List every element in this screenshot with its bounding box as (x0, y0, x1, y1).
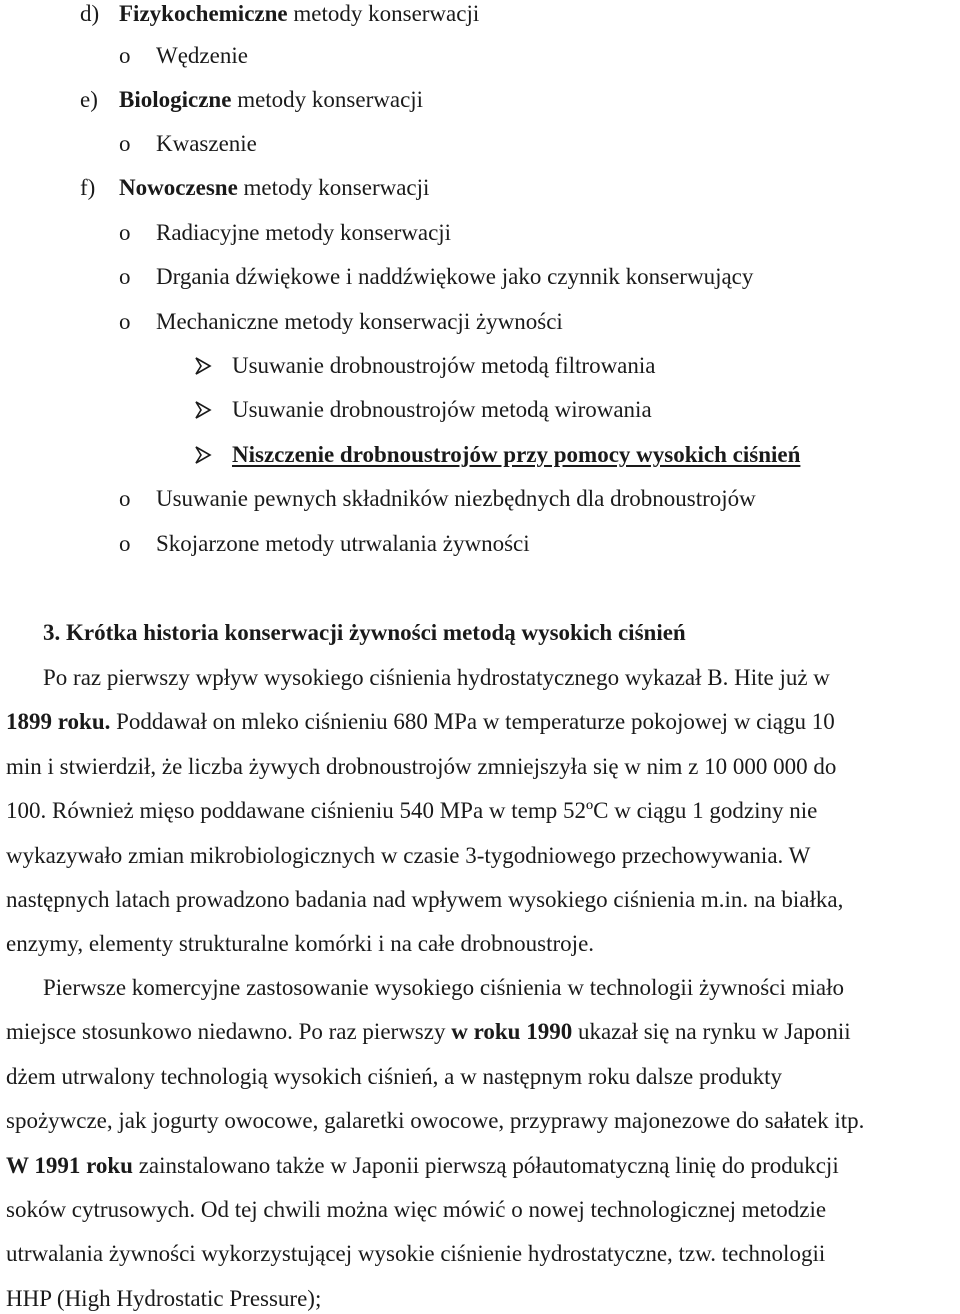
list-marker: e) (80, 87, 98, 112)
list-item: Mechaniczne metody konserwacji żywności (156, 309, 563, 334)
list-item: Drgania dźwiękowe i naddźwiękowe jako czynnik konserwujący (156, 264, 754, 289)
section-heading (43, 619, 686, 647)
bullet-o: o (119, 264, 131, 289)
arrow-bullet-icon (194, 446, 212, 464)
bullet-o: o (119, 531, 131, 556)
list-item (119, 174, 429, 202)
bullet-o: o (119, 309, 131, 334)
bold-text: 1899 roku. (6, 709, 111, 734)
section-number: 3. (43, 620, 61, 645)
text-line: Pierwsze komercyjne zastosowanie wysokiego ciśnienia w technologii żywności miało (43, 975, 844, 1000)
list-item-text: metody konserwacji (231, 87, 424, 112)
bold-text: w roku 1990 (451, 1019, 573, 1044)
arrow-bullet-icon (194, 357, 212, 375)
text-line: dżem utrwalony technologią wysokich ciśnień, a w następnym roku dalsze produkty (6, 1064, 783, 1089)
bullet-o: o (119, 131, 131, 156)
text-line: wykazywało zmian mikrobiologicznych w czasie 3-tygodniowego przechowywania. W (6, 843, 811, 868)
list-item (119, 86, 423, 114)
list-item: Usuwanie drobnoustrojów metodą wirowania (232, 397, 652, 422)
text-line: miejsce stosunkowo niedawno. Po raz pierwszy w roku 1990 ukazał się na rynku w Japonii (6, 1019, 851, 1044)
list-item-bold: Biologiczne (119, 87, 232, 112)
text-line: enzymy, elementy strukturalne komórki i na całe drobnoustroje. (6, 931, 595, 956)
arrow-bullet-icon (194, 401, 212, 419)
text-line: 100. Również mięso poddawane ciśnieniu 540 MPa w temp 52ºC w ciągu 1 godziny nie (6, 798, 818, 823)
bold-text: W 1991 roku (6, 1153, 133, 1178)
text-line: utrwalania żywności wykorzystującej wysokie ciśnienie hydrostatyczne, tzw. technologii (6, 1241, 826, 1266)
bullet-o: o (119, 220, 131, 245)
list-item: Radiacyjne metody konserwacji (156, 220, 452, 245)
list-item: Usuwanie drobnoustrojów metodą filtrowania (232, 353, 656, 378)
text-line: HHP (High Hydrostatic Pressure); (6, 1286, 322, 1311)
text-line: Po raz pierwszy wpływ wysokiego ciśnienia hydrostatycznego wykazał B. Hite już w (43, 665, 830, 690)
list-item (119, 0, 479, 28)
section-title: Krótka historia konserwacji żywności metodą wysokich ciśnień (66, 620, 686, 645)
list-item: Skojarzone metody utrwalania żywności (156, 531, 530, 556)
list-item-bold: Fizykochemiczne (119, 1, 288, 26)
list-marker: d) (80, 1, 100, 26)
list-item-highlighted: Niszczenie drobnoustrojów przy pomocy wysokich ciśnień (232, 442, 801, 467)
text-line: 1899 roku. Poddawał on mleko ciśnieniu 680 MPa w temperaturze pokojowej w ciągu 10 (6, 709, 835, 734)
text-line: soków cytrusowych. Od tej chwili można więc mówić o nowej technologicznej metodzie (6, 1197, 827, 1222)
list-item-text: metody konserwacji (237, 175, 430, 200)
list-item-bold: Nowoczesne (119, 175, 238, 200)
list-item: Wędzenie (156, 43, 248, 68)
text-line: min i stwierdził, że liczba żywych drobnoustrojów zmniejszyła się w nim z 10 000 000 do (6, 754, 837, 779)
text-line: następnych latach prowadzono badania nad wpływem wysokiego ciśnienia m.in. na białka, (6, 887, 844, 912)
list-item-text: metody konserwacji (287, 1, 480, 26)
list-marker: f) (80, 175, 96, 200)
text-line: spożywcze, jak jogurty owocowe, galaretki owocowe, przyprawy majonezowe do sałatek itp. (6, 1108, 865, 1133)
bullet-o: o (119, 43, 131, 68)
list-item: Usuwanie pewnych składników niezbędnych dla drobnoustrojów (156, 486, 756, 511)
text-line: W 1991 roku zainstalowano także w Japonii pierwszą półautomatyczną linię do produkcji (6, 1153, 839, 1178)
list-item: Kwaszenie (156, 131, 257, 156)
bullet-o: o (119, 486, 131, 511)
